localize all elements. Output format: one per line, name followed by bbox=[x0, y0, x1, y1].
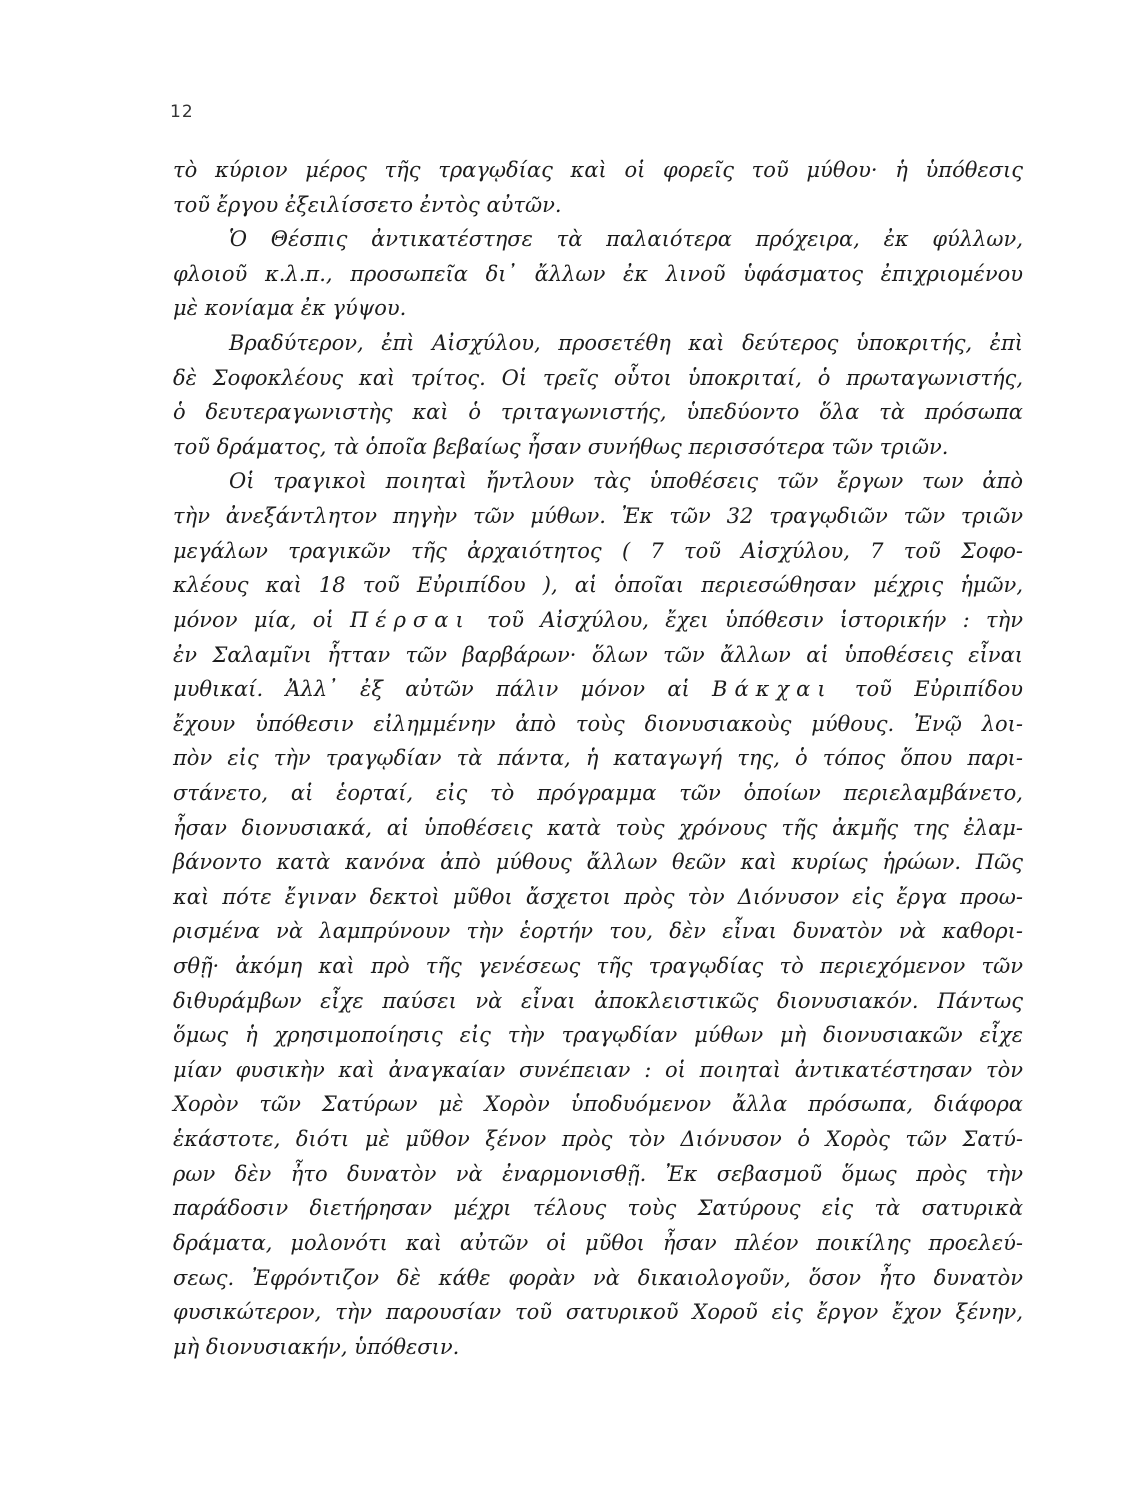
text-line: σεως. Ἐφρόντιζον δὲ κάθε φορὰν νὰ δικαιολογοῦν, ὅσον ἦτο δυνατὸν bbox=[173, 1265, 1023, 1290]
text-line: τὴν ἀνεξάντλητον πηγὴν τῶν μύθων. Ἐκ τῶν 32 τραγῳδιῶν τῶν τριῶν bbox=[173, 504, 1023, 529]
text-line: παράδοσιν διετήρησαν μέχρι τέλους τοὺς Σατύρους εἰς τὰ σατυρικὰ bbox=[173, 1196, 1023, 1221]
text-line: ὅμως ἡ χρησιμοποίησις εἰς τὴν τραγῳδίαν μύθων μὴ διονυσιακῶν εἶχε bbox=[173, 1023, 1023, 1048]
text-line bbox=[173, 603, 1023, 638]
text-line: κλέους καὶ 18 τοῦ Εὐριπίδου ), αἱ ὁποῖαι περιεσώθησαν μέχρις ἡμῶν, bbox=[173, 573, 1023, 598]
line-segment: μόνον μία, οἱ bbox=[173, 607, 334, 632]
text-line: ἦσαν διονυσιακά, αἱ ὑποθέσεις κατὰ τοὺς χρόνους τῆς ἀκμῆς της ἐλαμ- bbox=[173, 815, 1023, 840]
text-line: τοῦ δράματος, τὰ ὁποῖα βεβαίως ἦσαν συνήθως περισσότερα τῶν τριῶν. bbox=[173, 434, 949, 459]
text-line: φυσικώτερον, τὴν παρουσίαν τοῦ σατυρικοῦ Χοροῦ εἰς ἔργον ἔχον ξένην, bbox=[173, 1300, 1023, 1325]
text-line: τοῦ ἔργου ἐξειλίσσετο ἐντὸς αὐτῶν. bbox=[173, 192, 562, 217]
text-line: Βραδύτερον, ἐπὶ Αἰσχύλου, προσετέθη καὶ δεύτερος ὑποκριτής, ἐπὶ bbox=[229, 331, 1023, 356]
text-line: σθῇ· ἀκόμη καὶ πρὸ τῆς γενέσεως τῆς τραγῳδίας τὸ περιεχόμενον τῶν bbox=[173, 954, 1023, 979]
text-line: στάνετο, αἱ ἑορταί, εἰς τὸ πρόγραμμα τῶν ὁποίων περιελαμβάνετο, bbox=[173, 780, 1023, 805]
text-line: ἐν Σαλαμῖνι ἧτταν τῶν βαρβάρων· ὅλων τῶν ἄλλων αἱ ὑποθέσεις εἶναι bbox=[173, 642, 1023, 667]
text-line: μίαν φυσικὴν καὶ ἀναγκαίαν συνέπειαν : οἱ ποιηταὶ ἀντικατέστησαν τὸν bbox=[173, 1057, 1023, 1082]
line-segment: τοῦ Εὐριπίδου bbox=[854, 677, 1023, 702]
text-line: δράματα, μολονότι καὶ αὐτῶν οἱ μῦθοι ἦσαν πλέον ποικίλης προελεύ- bbox=[173, 1230, 1023, 1255]
text-line: καὶ πότε ἔγιναν δεκτοὶ μῦθοι ἄσχετοι πρὸς τὸν Διόνυσον εἰς ἔργα προω- bbox=[173, 884, 1023, 909]
text-line: μὴ διονυσιακήν, ὑπόθεσιν. bbox=[173, 1334, 460, 1359]
text-line: τὸ κύριον μέρος τῆς τραγῳδίας καὶ οἱ φορεῖς τοῦ μύθου· ἡ ὑπόθεσις bbox=[173, 158, 1023, 182]
body-text bbox=[173, 153, 1023, 1364]
line-segment: τοῦ Αἰσχύλου, ἔχει ὑπόθεσιν ἱστορικήν : τὴν bbox=[487, 607, 1023, 632]
line-segment: μυθικαί. Ἀλλ᾽ ἐξ αὐτῶν πάλιν μόνον αἱ bbox=[173, 677, 690, 702]
text-line: μεγάλων τραγικῶν τῆς ἀρχαιότητος ( 7 τοῦ Αἰσχύλου, 7 τοῦ Σοφο- bbox=[173, 538, 1023, 563]
text-line bbox=[173, 672, 1023, 707]
text-line: ρων δὲν ἦτο δυνατὸν νὰ ἐναρμονισθῇ. Ἐκ σεβασμοῦ ὅμως πρὸς τὴν bbox=[173, 1161, 1023, 1186]
title-bakchai: Βάκχαι bbox=[712, 677, 833, 702]
text-line: διθυράμβων εἶχε παύσει νὰ εἶναι ἀποκλειστικῶς διονυσιακόν. Πάντως bbox=[173, 988, 1023, 1013]
text-line: Οἱ τραγικοὶ ποιηταὶ ἤντλουν τὰς ὑποθέσεις τῶν ἔργων των ἀπὸ bbox=[229, 469, 1023, 494]
text-line: ἑκάστοτε, διότι μὲ μῦθον ξένον πρὸς τὸν Διόνυσον ὁ Χορὸς τῶν Σατύ- bbox=[173, 1127, 1023, 1152]
text-line: ἔχουν ὑπόθεσιν εἰλημμένην ἀπὸ τοὺς διονυσιακοὺς μύθους. Ἐνῷ λοι- bbox=[173, 711, 1023, 736]
text-line: φλοιοῦ κ.λ.π., προσωπεῖα δι᾽ ἄλλων ἐκ λινοῦ ὑφάσματος ἐπιχριομένου bbox=[173, 261, 1023, 286]
text-line: ὁ δευτεραγωνιστὴς καὶ ὁ τριταγωνιστής, ὑπεδύοντο ὅλα τὰ πρόσωπα bbox=[173, 400, 1023, 425]
text-line: ρισμένα νὰ λαμπρύνουν τὴν ἑορτήν του, δὲν εἶναι δυνατὸν νὰ καθορι- bbox=[173, 919, 1023, 944]
title-persai: Πέρσαι bbox=[350, 607, 471, 632]
text-line: δὲ Σοφοκλέους καὶ τρίτος. Οἱ τρεῖς οὗτοι ὑποκριταί, ὁ πρωταγωνιστής, bbox=[173, 365, 1023, 390]
text-line: βάνοντο κατὰ κανόνα ἀπὸ μύθους ἄλλων θεῶν καὶ κυρίως ἡρώων. Πῶς bbox=[173, 850, 1023, 875]
page-number: 12 bbox=[170, 102, 194, 122]
text-line: μὲ κονίαμα ἐκ γύψου. bbox=[173, 296, 407, 321]
text-line: Ὁ Θέσπις ἀντικατέστησε τὰ παλαιότερα πρόχειρα, ἐκ φύλλων, bbox=[229, 227, 1023, 252]
text-line: πὸν εἰς τὴν τραγῳδίαν τὰ πάντα, ἡ καταγωγή της, ὁ τόπος ὅπου παρι- bbox=[173, 746, 1023, 771]
text-line: Χορὸν τῶν Σατύρων μὲ Χορὸν ὑποδυόμενον ἄλλα πρόσωπα, διάφορα bbox=[173, 1092, 1023, 1117]
